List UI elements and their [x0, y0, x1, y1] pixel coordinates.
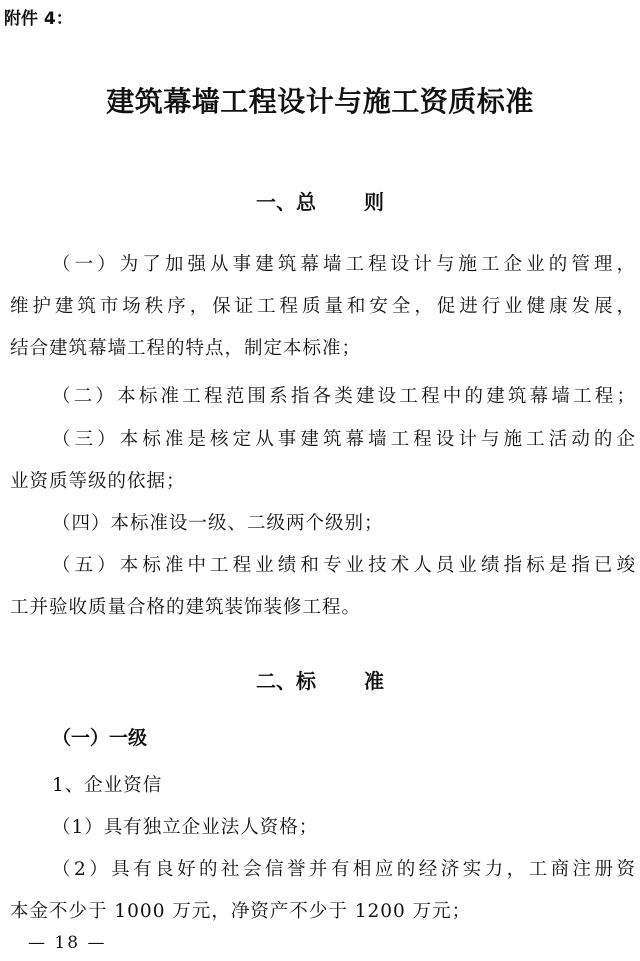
paragraph-line: （一）为了加强从事建筑幕墙工程设计与施工企业的管理， [52, 254, 636, 275]
paragraph-line: （三）本标准是核定从事建筑幕墙工程设计与施工活动的企 [52, 429, 636, 450]
item-reputation-capital [10, 849, 636, 933]
section-heading-general-prefix: 一、总 [256, 190, 316, 214]
section-heading-general-suffix: 则 [364, 190, 384, 214]
section-heading-standards [0, 665, 640, 694]
paragraph-purpose [10, 244, 636, 370]
paragraph-line: 维护建筑市场秩序，保证工程质量和安全，促进行业健康发展， [10, 296, 636, 317]
paragraph-scope [10, 376, 636, 418]
paragraph-line: 结合建筑幕墙工程的特点，制定本标准； [10, 338, 362, 359]
section-heading-general [0, 186, 640, 215]
paragraph-line: （2）具有良好的社会信誉并有相应的经济实力，工商注册资 [52, 859, 636, 880]
paragraph-line: 本金不少于 1000 万元，净资产不少于 1200 万元； [10, 901, 472, 922]
item-enterprise-credit [10, 765, 636, 807]
paragraph-line: （1）具有独立企业法人资格； [52, 817, 319, 838]
paragraph-line: 1、企业资信 [52, 775, 163, 796]
paragraph-line: 工并验收质量合格的建筑装饰装修工程。 [10, 597, 362, 618]
item-legal-person [10, 807, 636, 849]
section-heading-standards-suffix: 准 [364, 669, 384, 693]
paragraph-line: （四）本标准设一级、二级两个级别； [52, 513, 384, 534]
attachment-label: 附件 4： [4, 9, 73, 29]
page-number: — 18 — [28, 933, 107, 953]
paragraph-performance [10, 545, 636, 629]
document-title: 建筑幕墙工程设计与施工资质标准 [106, 85, 534, 118]
paragraph-line: 业资质等级的依据； [10, 471, 186, 492]
paragraph-line: （五）本标准中工程业绩和专业技术人员业绩指标是指已竣 [52, 555, 636, 576]
section-heading-standards-prefix: 二、标 [256, 669, 316, 693]
paragraph-levels [10, 503, 636, 545]
paragraph-basis [10, 419, 636, 503]
grade-one-heading: （一）一级 [52, 727, 148, 749]
paragraph-line: （二）本标准工程范围系指各类建设工程中的建筑幕墙工程； [52, 386, 636, 407]
